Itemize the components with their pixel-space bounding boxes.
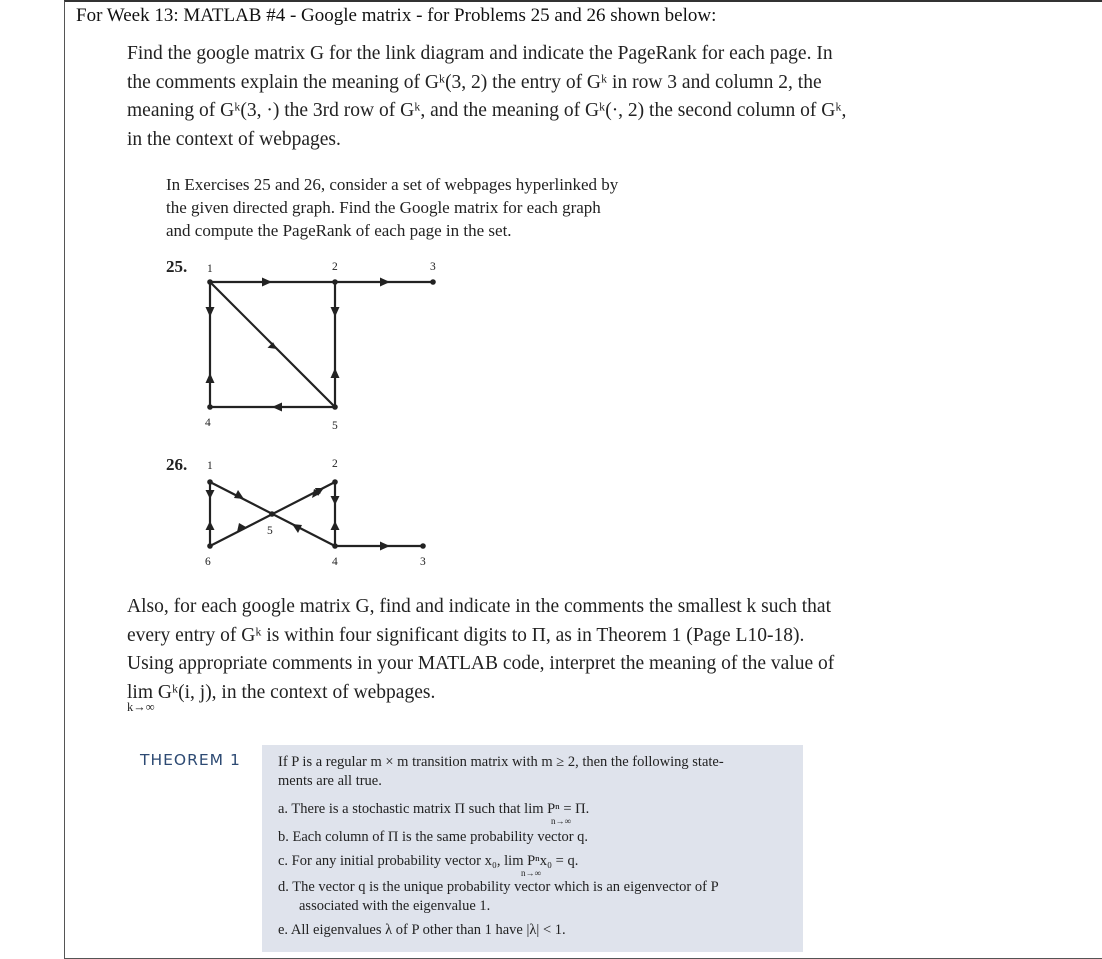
node-label-4: 4 xyxy=(205,417,211,429)
paragraph-line: every entry of Gᵏ is within four significant digits to Π, as in Theorem 1 (Page L10-18). xyxy=(127,624,805,646)
intro-line: and compute the PageRank of each page in the set. xyxy=(166,221,512,240)
node-6 xyxy=(207,543,213,549)
node-1 xyxy=(207,479,213,485)
intro-line: In Exercises 25 and 26, consider a set of webpages hyperlinked by xyxy=(166,175,619,194)
arrow-1-4 xyxy=(206,307,215,317)
node-1 xyxy=(207,279,213,285)
paragraph-line: the comments explain the meaning of Gᵏ(3, 2) the entry of Gᵏ in row 3 and column 2, the xyxy=(127,71,822,93)
node-5 xyxy=(332,404,338,410)
theorem-limit-subscript-a: n→∞ xyxy=(551,816,571,826)
theorem-label: THEOREM 1 xyxy=(140,751,241,769)
node-label-3: 3 xyxy=(430,261,436,273)
exercise-26-graph xyxy=(180,455,460,575)
paragraph-line: Also, for each google matrix G, find and indicate in the comments the smallest k such that xyxy=(127,596,831,617)
node-label-5: 5 xyxy=(267,525,273,537)
node-label-1: 1 xyxy=(207,263,213,275)
arrow-1-2 xyxy=(262,278,272,287)
theorem-item-b: b. Each column of Π is the same probability vector q. xyxy=(278,829,589,845)
arrow-5-2 xyxy=(331,368,340,378)
arrow-2-5 xyxy=(331,307,340,317)
problem-paragraph xyxy=(127,40,987,154)
paragraph-line: Find the google matrix G for the link diagram and indicate the PageRank for each page. In xyxy=(127,43,833,64)
node-2 xyxy=(332,479,338,485)
exercises-intro xyxy=(166,173,686,242)
paragraph-line: meaning of Gᵏ(3, ·) the 3rd row of Gᵏ, and the meaning of Gᵏ(·, 2) the second column of Gᵏ, xyxy=(127,100,847,121)
node-3 xyxy=(430,279,436,285)
arrow-1-6 xyxy=(206,490,215,499)
node-label-2: 2 xyxy=(332,458,338,470)
arrow-4-2 xyxy=(331,521,340,530)
arrow-2-3 xyxy=(380,278,390,287)
node-label-5: 5 xyxy=(332,420,338,432)
paragraph-line: Using appropriate comments in your MATLAB code, interpret the meaning of the value of xyxy=(127,653,835,674)
arrow-5-4 xyxy=(272,403,282,412)
exercise-25-label: 25. xyxy=(166,257,188,276)
theorem-item-d: d. The vector q is the unique probability vector which is an eigenvector of P xyxy=(278,879,719,895)
theorem-item-e: e. All eigenvalues λ of P other than 1 have |λ| < 1. xyxy=(278,922,566,938)
exercise-26-label: 26. xyxy=(166,455,188,474)
node-label-2: 2 xyxy=(332,261,338,273)
intro-line: the given directed graph. Find the Google matrix for each graph xyxy=(166,198,601,217)
theorem-item-a: a. There is a stochastic matrix Π such that lim Pⁿ = Π. xyxy=(278,801,590,817)
exercise-25-graph xyxy=(180,255,460,435)
theorem-item-c: c. For any initial probability vector x₀, lim Pⁿx₀ = q. xyxy=(278,853,579,869)
arrow-4-3 xyxy=(380,542,390,551)
node-label-1: 1 xyxy=(207,460,213,472)
arrow-2-4 xyxy=(331,496,340,505)
paragraph-line: lim Gᵏ(i, j), in the context of webpages. xyxy=(127,681,436,703)
node-label-6: 6 xyxy=(205,556,211,568)
node-4 xyxy=(207,404,213,410)
limit-subscript: k→∞ xyxy=(127,700,155,714)
arrow-4-1 xyxy=(206,373,215,383)
paragraph-line: in the context of webpages. xyxy=(127,128,341,150)
followup-paragraph xyxy=(127,593,987,707)
theorem-limit-subscript-c: n→∞ xyxy=(521,868,541,878)
node-label-4: 4 xyxy=(332,556,338,568)
theorem-intro-line: ments are all true. xyxy=(278,773,382,789)
node-4 xyxy=(332,543,338,549)
arrow-1-5 xyxy=(268,342,278,349)
theorem-box xyxy=(262,745,803,952)
node-3 xyxy=(420,543,426,549)
arrow-6-1 xyxy=(206,521,215,530)
theorem-intro-line: If P is a regular m × m transition matrix with m ≥ 2, then the following state- xyxy=(278,754,724,770)
node-label-3: 3 xyxy=(420,556,426,568)
node-5 xyxy=(269,511,275,517)
page-heading: For Week 13: MATLAB #4 - Google matrix - for Problems 25 and 26 shown below: xyxy=(76,5,717,26)
theorem-item-d-cont: associated with the eigenvalue 1. xyxy=(299,898,491,914)
node-2 xyxy=(332,279,338,285)
